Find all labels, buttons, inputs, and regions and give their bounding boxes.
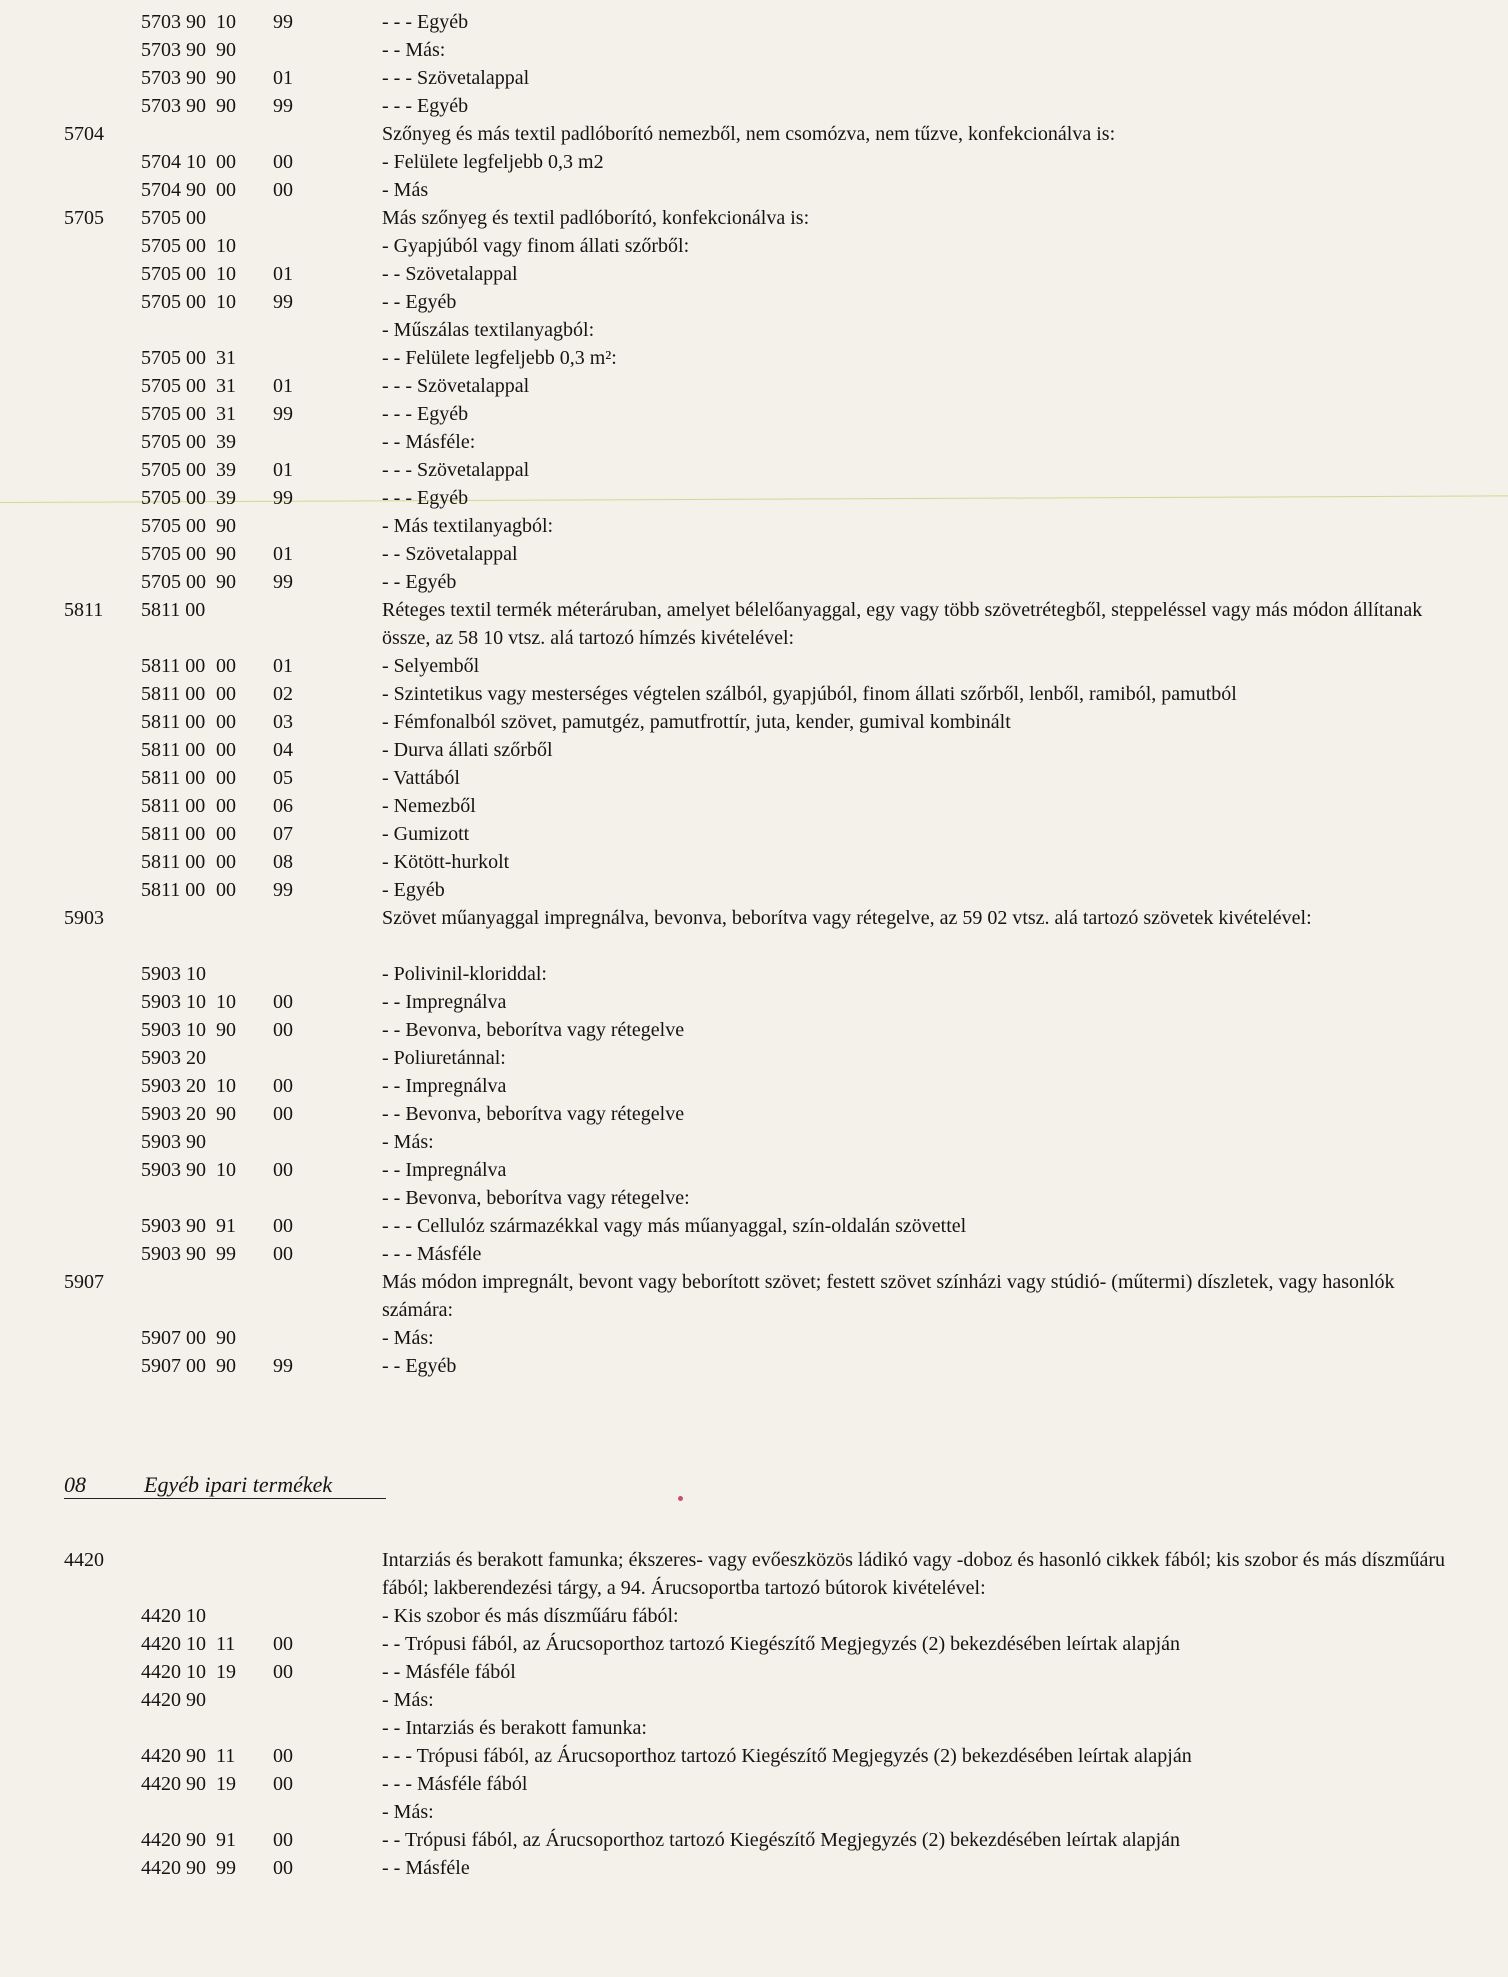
code: 5704 10 — [141, 151, 206, 173]
section-underline — [64, 1498, 386, 1499]
subcode: 00 — [216, 179, 236, 201]
suffix: 01 — [273, 655, 293, 677]
description: - Más: — [382, 1801, 434, 1823]
subcode: 90 — [216, 1327, 236, 1349]
tariff-row — [0, 708, 1508, 736]
code: 4420 90 — [141, 1745, 206, 1767]
suffix: 99 — [273, 487, 293, 509]
subcode: 31 — [216, 347, 236, 369]
description: - - - Másféle — [382, 1243, 482, 1265]
description: - - Trópusi fából, az Árucsoporthoz tartozó Kiegészítő Megjegyzés (2) bekezdésében leírtak alapján — [382, 1633, 1181, 1655]
description: - - - Trópusi fából, az Árucsoporthoz tartozó Kiegészítő Megjegyzés (2) bekezdésében leírtak alapján — [382, 1745, 1192, 1767]
tariff-row — [0, 1044, 1508, 1072]
code: 5705 00 — [141, 207, 206, 229]
tariff-row — [0, 1602, 1508, 1630]
description: - - - Másféle fából — [382, 1773, 528, 1795]
description: - - Egyéb — [382, 571, 457, 593]
description: - Más: — [382, 1131, 434, 1153]
subcode: 11 — [216, 1633, 236, 1655]
heading-code: 5811 — [64, 599, 104, 621]
subcode: 10 — [216, 235, 236, 257]
tariff-row — [0, 960, 1508, 988]
suffix: 01 — [273, 67, 293, 89]
tariff-row — [0, 1156, 1508, 1184]
description: - Vattából — [382, 767, 460, 789]
suffix: 03 — [273, 711, 293, 733]
code: 5705 00 — [141, 487, 206, 509]
description: - Más: — [382, 1689, 434, 1711]
subcode: 99 — [216, 1243, 236, 1265]
description: - Más: — [382, 1327, 434, 1349]
code: 5705 00 — [141, 543, 206, 565]
description: - Kis szobor és más díszműáru fából: — [382, 1605, 679, 1627]
tariff-row — [0, 1324, 1508, 1352]
description: - - - Szövetalappal — [382, 375, 530, 397]
subcode: 10 — [216, 991, 236, 1013]
tariff-row — [0, 1352, 1508, 1380]
code: 5705 00 — [141, 291, 206, 313]
subcode: 90 — [216, 95, 236, 117]
code: 5703 90 — [141, 67, 206, 89]
subcode: 90 — [216, 39, 236, 61]
description: Intarziás és berakott famunka; ékszeres- vagy evőeszközös ládikó vagy -doboz és hasonló cikkek fából; kis szobor és más díszműáru fából; lakberendezési tárgy, a 94. Árucsoportba tartozó bútorok kivételével: — [382, 1549, 1445, 1599]
code: 5705 00 — [141, 431, 206, 453]
subcode: 39 — [216, 459, 236, 481]
suffix: 00 — [273, 1243, 293, 1265]
subcode: 19 — [216, 1661, 236, 1683]
tariff-row — [0, 1212, 1508, 1240]
description: - - Intarziás és berakott famunka: — [382, 1717, 647, 1739]
tariff-row — [0, 876, 1508, 904]
code: 5705 00 — [141, 571, 206, 593]
code: 5705 00 — [141, 459, 206, 481]
tariff-row — [0, 372, 1508, 400]
suffix: 00 — [273, 179, 293, 201]
suffix: 00 — [273, 1159, 293, 1181]
code: 4420 90 — [141, 1773, 206, 1795]
description: - Fémfonalból szövet, pamutgéz, pamutfrottír, juta, kender, gumival kombinált — [382, 711, 1011, 733]
code: 4420 90 — [141, 1829, 206, 1851]
subcode: 31 — [216, 403, 236, 425]
description: - - - Egyéb — [382, 11, 469, 33]
subcode: 39 — [216, 487, 236, 509]
code: 5811 00 — [141, 767, 206, 789]
heading-code: 5704 — [64, 123, 104, 145]
description: - - - Egyéb — [382, 95, 469, 117]
tariff-row — [0, 8, 1508, 36]
subcode: 90 — [216, 543, 236, 565]
tariff-row — [0, 596, 1508, 652]
description: - Poliuretánnal: — [382, 1047, 506, 1069]
code: 5811 00 — [141, 739, 206, 761]
subcode: 10 — [216, 263, 236, 285]
code: 5811 00 — [141, 711, 206, 733]
subcode: 00 — [216, 151, 236, 173]
description: - Más textilanyagból: — [382, 515, 554, 537]
description: - - Szövetalappal — [382, 263, 518, 285]
suffix: 99 — [273, 11, 293, 33]
description: Más módon impregnált, bevont vagy beborított szövet; festett szövet színházi vagy stúdió- (műtermi) díszletek, vagy hasonlók számára: — [382, 1271, 1395, 1321]
tariff-row — [0, 512, 1508, 540]
description: - Polivinil-kloriddal: — [382, 963, 547, 985]
subcode: 00 — [216, 739, 236, 761]
suffix: 00 — [273, 1773, 293, 1795]
subcode: 19 — [216, 1773, 236, 1795]
description: - Durva állati szőrből — [382, 739, 553, 761]
tariff-row — [0, 260, 1508, 288]
description: - - Impregnálva — [382, 991, 507, 1013]
tariff-row — [0, 1630, 1508, 1658]
tariff-row — [0, 1128, 1508, 1156]
suffix: 00 — [273, 1661, 293, 1683]
code: 5811 00 — [141, 851, 206, 873]
code: 5811 00 — [141, 683, 206, 705]
suffix: 01 — [273, 543, 293, 565]
tariff-row — [0, 1072, 1508, 1100]
suffix: 01 — [273, 263, 293, 285]
description: - - Más: — [382, 39, 446, 61]
description: - Nemezből — [382, 795, 476, 817]
section-name: Egyéb ipari termékek — [144, 1472, 333, 1497]
code: 5903 20 — [141, 1047, 206, 1069]
description: - - - Szövetalappal — [382, 459, 530, 481]
tariff-row — [0, 792, 1508, 820]
suffix: 99 — [273, 1355, 293, 1377]
code: 5811 00 — [141, 823, 206, 845]
tariff-row — [0, 92, 1508, 120]
subcode: 10 — [216, 11, 236, 33]
code: 5903 90 — [141, 1159, 206, 1181]
subcode: 00 — [216, 795, 236, 817]
description: - Műszálas textilanyagból: — [382, 319, 595, 341]
tariff-row — [0, 652, 1508, 680]
code: 5907 00 — [141, 1327, 206, 1349]
tariff-row — [0, 1184, 1508, 1212]
code: 5903 90 — [141, 1215, 206, 1237]
subcode: 00 — [216, 655, 236, 677]
code: 5703 90 — [141, 95, 206, 117]
description: Réteges textil termék méteráruban, amelyet bélelőanyaggal, egy vagy több szövetrétegből, steppeléssel vagy más módon állítanak össze, az 58 10 vtsz. alá tartozó hímzés kivételével: — [382, 599, 1423, 649]
subcode: 90 — [216, 515, 236, 537]
code: 5705 00 — [141, 347, 206, 369]
heading-code: 5705 — [64, 207, 104, 229]
tariff-row — [0, 456, 1508, 484]
description: - - Impregnálva — [382, 1159, 507, 1181]
subcode: 90 — [216, 67, 236, 89]
subcode: 90 — [216, 1355, 236, 1377]
suffix: 02 — [273, 683, 293, 705]
subcode: 00 — [216, 711, 236, 733]
description: - Kötött-hurkolt — [382, 851, 510, 873]
tariff-row — [0, 1268, 1508, 1324]
suffix: 01 — [273, 459, 293, 481]
subcode: 00 — [216, 823, 236, 845]
section-heading — [64, 1470, 384, 1500]
subcode: 00 — [216, 851, 236, 873]
suffix: 00 — [273, 1857, 293, 1879]
code: 5903 10 — [141, 963, 206, 985]
description: - - Bevonva, beborítva vagy rétegelve: — [382, 1187, 690, 1209]
suffix: 07 — [273, 823, 293, 845]
description: - Selyemből — [382, 655, 480, 677]
code: 5811 00 — [141, 795, 206, 817]
subcode: 91 — [216, 1215, 236, 1237]
subcode: 00 — [216, 683, 236, 705]
tariff-row — [0, 848, 1508, 876]
subcode: 10 — [216, 1159, 236, 1181]
description: - - Egyéb — [382, 291, 457, 313]
subcode: 11 — [216, 1745, 236, 1767]
suffix: 00 — [273, 1103, 293, 1125]
tariff-row — [0, 484, 1508, 512]
code: 5703 90 — [141, 39, 206, 61]
description: - - - Szövetalappal — [382, 67, 530, 89]
tariff-row — [0, 764, 1508, 792]
tariff-row — [0, 1686, 1508, 1714]
description: - Gumizott — [382, 823, 470, 845]
description: - - - Cellulóz származékkal vagy más műanyaggal, szín-oldalán szövettel — [382, 1215, 967, 1237]
tariff-row — [0, 1714, 1508, 1742]
suffix: 99 — [273, 403, 293, 425]
description: Szőnyeg és más textil padlóborító nemezből, nem csomózva, nem tűzve, konfekcionálva is: — [382, 123, 1116, 145]
code: 4420 10 — [141, 1633, 206, 1655]
description: - - - Egyéb — [382, 403, 469, 425]
suffix: 99 — [273, 571, 293, 593]
suffix: 00 — [273, 1745, 293, 1767]
suffix: 01 — [273, 375, 293, 397]
tariff-row — [0, 904, 1508, 960]
code: 5903 20 — [141, 1075, 206, 1097]
tariff-row — [0, 176, 1508, 204]
code: 5704 90 — [141, 179, 206, 201]
suffix: 00 — [273, 1215, 293, 1237]
tariff-row — [0, 316, 1508, 344]
code: 5903 90 — [141, 1131, 206, 1153]
tariff-row — [0, 680, 1508, 708]
description: - - Másféle: — [382, 431, 476, 453]
suffix: 08 — [273, 851, 293, 873]
tariff-row — [0, 428, 1508, 456]
tariff-row — [0, 1546, 1508, 1602]
code: 4420 10 — [141, 1661, 206, 1683]
tariff-row — [0, 36, 1508, 64]
code: 4420 90 — [141, 1689, 206, 1711]
suffix: 99 — [273, 879, 293, 901]
tariff-row — [0, 232, 1508, 260]
suffix: 05 — [273, 767, 293, 789]
tariff-row — [0, 1742, 1508, 1770]
description: - Szintetikus vagy mesterséges végtelen szálból, gyapjúból, finom állati szőrből, lenből, ramiból, pamutból — [382, 683, 1237, 705]
subcode: 90 — [216, 1019, 236, 1041]
code: 5705 00 — [141, 263, 206, 285]
code: 5705 00 — [141, 403, 206, 425]
subcode: 39 — [216, 431, 236, 453]
tariff-row — [0, 1770, 1508, 1798]
description: - - Felülete legfeljebb 0,3 m²: — [382, 347, 617, 369]
tariff-row — [0, 344, 1508, 372]
description: - - Másféle fából — [382, 1661, 516, 1683]
description: - - Trópusi fából, az Árucsoporthoz tartozó Kiegészítő Megjegyzés (2) bekezdésében leírtak alapján — [382, 1829, 1181, 1851]
tariff-row — [0, 120, 1508, 148]
section-number: 08 — [64, 1472, 86, 1497]
description: Más szőnyeg és textil padlóborító, konfekcionálva is: — [382, 207, 810, 229]
tariff-row — [0, 736, 1508, 764]
description: - - Szövetalappal — [382, 543, 518, 565]
tariff-row — [0, 988, 1508, 1016]
description: - Más — [382, 179, 429, 201]
code: 5705 00 — [141, 375, 206, 397]
tariff-row — [0, 568, 1508, 596]
code: 4420 90 — [141, 1857, 206, 1879]
tariff-row — [0, 1798, 1508, 1826]
description: - Felülete legfeljebb 0,3 m2 — [382, 151, 604, 173]
code: 5903 90 — [141, 1243, 206, 1265]
suffix: 00 — [273, 1633, 293, 1655]
code: 5811 00 — [141, 879, 206, 901]
subcode: 91 — [216, 1829, 236, 1851]
subcode: 90 — [216, 571, 236, 593]
description: Szövet műanyaggal impregnálva, bevonva, beborítva vagy rétegelve, az 59 02 vtsz. alá tartozó szövetek kivételével: — [382, 907, 1312, 929]
tariff-row — [0, 540, 1508, 568]
code: 5903 10 — [141, 1019, 206, 1041]
subcode: 99 — [216, 1857, 236, 1879]
suffix: 00 — [273, 151, 293, 173]
tariff-row — [0, 1100, 1508, 1128]
description: - - Egyéb — [382, 1355, 457, 1377]
suffix: 00 — [273, 1075, 293, 1097]
code: 5907 00 — [141, 1355, 206, 1377]
subcode: 31 — [216, 375, 236, 397]
heading-code: 5903 — [64, 907, 104, 929]
subcode: 10 — [216, 291, 236, 313]
heading-code: 4420 — [64, 1549, 104, 1571]
code: 5705 00 — [141, 235, 206, 257]
ink-speck — [678, 1496, 683, 1501]
tariff-row — [0, 820, 1508, 848]
suffix: 00 — [273, 1829, 293, 1851]
tariff-row — [0, 64, 1508, 92]
tariff-row — [0, 148, 1508, 176]
code: 4420 10 — [141, 1605, 206, 1627]
code: 5903 10 — [141, 991, 206, 1013]
code: 5811 00 — [141, 655, 206, 677]
subcode: 90 — [216, 1103, 236, 1125]
description: - Gyapjúból vagy finom állati szőrből: — [382, 235, 690, 257]
tariff-row — [0, 288, 1508, 316]
description: - - Másféle — [382, 1857, 470, 1879]
tariff-row — [0, 1240, 1508, 1268]
code: 5703 90 — [141, 11, 206, 33]
tariff-row — [0, 204, 1508, 232]
suffix: 00 — [273, 991, 293, 1013]
code: 5903 20 — [141, 1103, 206, 1125]
suffix: 99 — [273, 291, 293, 313]
subcode: 00 — [216, 767, 236, 789]
description: - Egyéb — [382, 879, 445, 901]
subcode: 00 — [216, 879, 236, 901]
subcode: 10 — [216, 1075, 236, 1097]
tariff-row — [0, 1826, 1508, 1854]
suffix: 99 — [273, 95, 293, 117]
suffix: 04 — [273, 739, 293, 761]
tariff-row — [0, 1658, 1508, 1686]
code: 5811 00 — [141, 599, 206, 621]
tariff-row — [0, 1854, 1508, 1882]
tariff-row — [0, 1016, 1508, 1044]
code: 5705 00 — [141, 515, 206, 537]
suffix: 00 — [273, 1019, 293, 1041]
heading-code: 5907 — [64, 1271, 104, 1293]
description: - - - Egyéb — [382, 487, 469, 509]
description: - - Bevonva, beborítva vagy rétegelve — [382, 1103, 685, 1125]
suffix: 06 — [273, 795, 293, 817]
tariff-row — [0, 400, 1508, 428]
description: - - Impregnálva — [382, 1075, 507, 1097]
description: - - Bevonva, beborítva vagy rétegelve — [382, 1019, 685, 1041]
